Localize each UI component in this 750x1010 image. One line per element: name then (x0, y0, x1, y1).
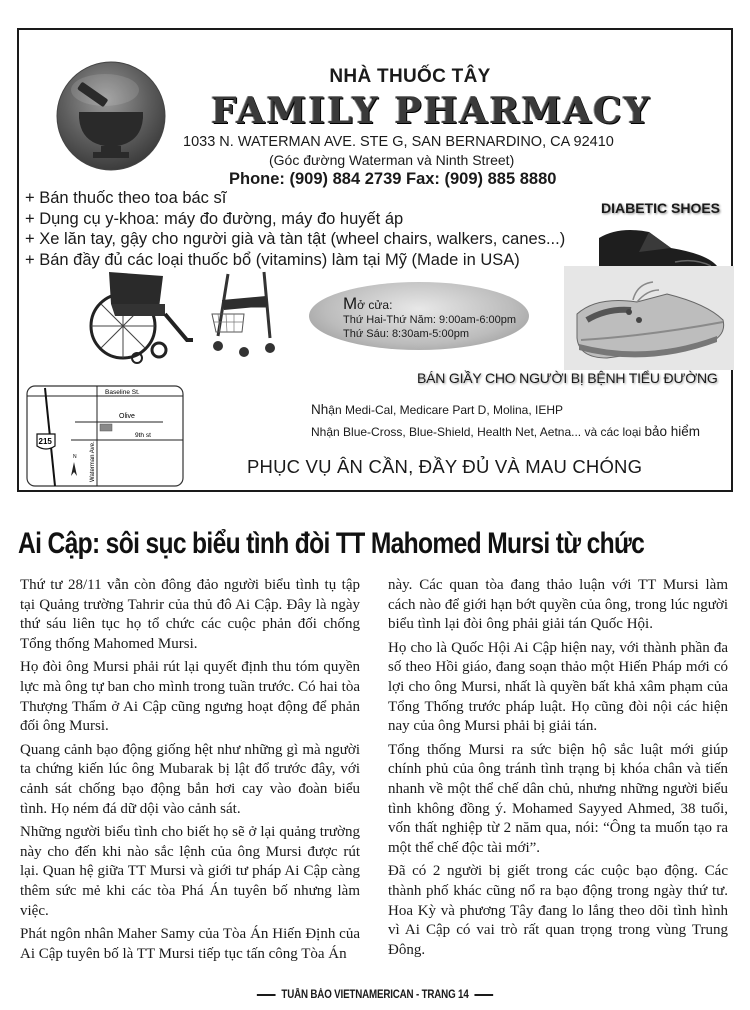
store-hours-badge (309, 282, 529, 350)
store-hours-title-cap: M (343, 294, 358, 313)
insurance-line-2 (311, 424, 700, 439)
article-paragraph: Họ đòi ông Mursi phải rút lại quyết định thu tóm quyền lực mà ông tự ban cho mình trong tuần trước. Có hai tòa Thượng Thẩm ở Ai Cập cũng ngưng hoạt động để phản đối ông Mursi. (20, 659, 360, 735)
insurance-line-1-rest: ận Medi-Cal, Medicare Part D, Molina, IEHP (328, 403, 564, 417)
footer-text: TUẦN BÁO VIETNAMERICAN - TRANG 14 (281, 989, 469, 1001)
store-hours-title (343, 294, 392, 314)
store-hours-friday: Thứ Sáu: 8:30am-5:00pm (343, 328, 469, 340)
rollator-walker-image-icon (204, 266, 284, 362)
pharmacy-kicker: NHÀ THUỐC TÂY (329, 66, 491, 87)
services-list (25, 188, 565, 270)
insurance-line-1-cap: Nh (311, 402, 329, 417)
article-paragraph: Những người biểu tình cho biết họ sẽ ở lại quảng trường này cho đến khi nào sắc lệnh của ông Mursi được rút lại. Quan hệ giữa TT Mursi và giới tư pháp Ai Cập càng thêm sức mẻ khi các tòa Phá Án tuyên bố nhưng làm việc. (20, 823, 360, 919)
article-column-left (20, 576, 360, 968)
diabetic-shoes-label: DIABETIC SHOES (601, 200, 721, 216)
footer-rule-right (475, 994, 494, 996)
diabetic-shoes-tagline: BÁN GIẦY CHO NGƯỜI BỊ BỆNH TIỂU ĐƯỜNG (417, 370, 718, 386)
pharmacy-phone-fax: Phone: (909) 884 2739 Fax: (909) 885 8880 (229, 170, 557, 188)
pharmacy-advertisement (17, 28, 733, 492)
article-headline: Ai Cập: sôi sục biểu tình đòi TT Mahomed Mursi từ chức (18, 527, 645, 560)
highway-215-shield: 215 (38, 437, 52, 446)
map-label-waterman: Waterman Ave. (90, 441, 96, 482)
pharmacy-address: 1033 N. WATERMAN AVE. STE G, SAN BERNARDINO, CA 92410 (183, 134, 614, 150)
footer-rule-left (257, 994, 276, 996)
article-paragraph: Phát ngôn nhân Maher Samy của Tòa Án Hiến Định của Ai Cập tuyên bố là TT Mursi tiếp tục tấn công Tòa Án (20, 925, 360, 962)
north-label: N (73, 454, 77, 460)
service-item: + Bán thuốc theo toa bác sĩ (25, 189, 227, 207)
wheelchair-image-icon (81, 264, 201, 364)
insurance-line-2-cap: bảo hiểm (644, 424, 701, 439)
pharmacy-brand-name: FAMILY PHARMACY (211, 90, 652, 132)
article-paragraph: Quang cảnh bạo động giống hệt như những gì mà người ta chứng kiến lúc ông Mubarak bị lật đổ trước đây, với cảnh sát chống bạo động bắn hơi cay vào đoàn biểu tình. Họ ném đá dữ dội vào cảnh sát. (20, 741, 360, 817)
page-footer (56, 989, 694, 1001)
store-hours-weekdays: Thứ Hai-Thứ Năm: 9:00am-6:00pm (343, 314, 517, 326)
map-label-ninth: 9th st (135, 432, 151, 439)
service-item: + Bán đầy đủ các loại thuốc bổ (vitamins) làm tại Mỹ (Made in USA) (25, 250, 520, 269)
article-paragraph: Thứ tư 28/11 vẫn còn đông đảo người biểu tình tụ tập tại Quảng trường Tahrir của thủ đô Ai Cập. Đây là ngày thứ sáu liên tục họ tổ chức các cuộc phản đối chống Tổng thống Mahomed Mursi. (20, 577, 360, 653)
map-label-olive: Olive (119, 413, 135, 420)
boat-shoe-image-icon (567, 274, 733, 366)
article-paragraph: này. Các quan tòa đang thảo luận với TT Mursi làm cách nào để giới hạn bớt quyền của ông, trong lúc người biểu tình lại đòi ông phải giải tán Quốc Hội. (388, 577, 728, 633)
article-paragraph: Họ cho là Quốc Hội Ai Cập hiện nay, với thành phần đa số theo Hồi giáo, đang soạn thảo một Hiến Pháp mới có lợi cho ông Mursi, nhất là quyền bất khả xâm phạm của Tổng Thống trước pháp luật. Họ cũng đòi nội các hiện nay của ông Mursi phải bị giải tán. (388, 639, 728, 735)
map-label-baseline: Baseline St. (105, 389, 140, 396)
service-item: + Xe lăn tay, gậy cho người già và tàn tật (wheel chairs, walkers, canes...) (25, 230, 566, 248)
service-slogan: PHỤC VỤ ÂN CẦN, ĐẦY ĐỦ VÀ MAU CHÓNG (247, 456, 643, 477)
article-paragraph: Tổng thống Mursi ra sức biện hộ sắc luật mới giúp chính phủ của ông tránh tình trạng bị khóa chân và tiến nhanh về một thể chế dân chủ, nhưng những người biểu tình không đồng ý. Mohamed Sayyed Ahmed, 38 tuổi, vốn thất nghiệp từ 2 năm qua, nói: “Ông ta muốn tạo ra một thể chế độc tài mới”. (388, 741, 728, 857)
store-hours-title-rest: ở cửa: (357, 298, 393, 312)
location-map (25, 384, 185, 488)
insurance-line-1 (311, 402, 563, 417)
article-paragraph: Đã có 2 người bị giết trong các cuộc bạo động. Các thành phố khác cũng nổ ra bạo động trong ngày thứ tư. Hoa Kỳ và phương Tây đang lo lắng theo dõi tình hình vì Ai Cập có vai trò rất quan trọng trong vùng Trung Đông. (388, 863, 728, 959)
article-column-right (388, 576, 728, 964)
pharmacy-cross-street: (Góc đường Waterman và Ninth Street) (269, 152, 515, 168)
service-item: + Dụng cụ y-khoa: máy đo đường, máy đo huyết áp (25, 209, 404, 228)
insurance-line-2-rest: Nhận Blue-Cross, Blue-Shield, Health Net, Aetna... và các loại (311, 425, 645, 439)
